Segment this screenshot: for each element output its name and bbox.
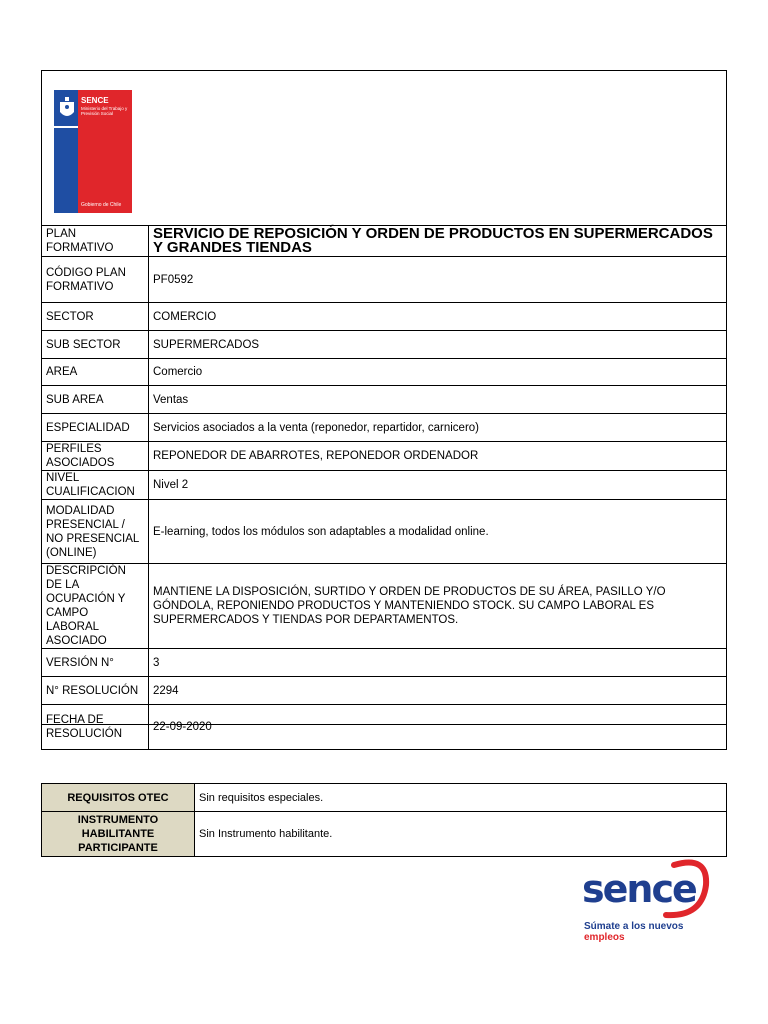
row-label: SUB AREA	[42, 386, 149, 414]
row-label: FECHA DE RESOLUCIÓN	[42, 705, 149, 750]
row-value: SUPERMERCADOS	[149, 331, 727, 359]
table-row	[42, 500, 727, 564]
row-label: CÓDIGO PLAN FORMATIVO	[42, 257, 149, 303]
coat-of-arms-icon	[57, 96, 77, 122]
table-row	[42, 331, 727, 359]
table-row	[42, 649, 727, 677]
plan-info-table	[41, 225, 727, 750]
row-label: PLAN FORMATIVO	[42, 226, 149, 257]
table-row	[42, 257, 727, 303]
row-label: SUB SECTOR	[42, 331, 149, 359]
row-label: AREA	[42, 359, 149, 386]
table-row	[42, 226, 727, 257]
row-label: VERSIÓN N°	[42, 649, 149, 677]
sence-brand-logo	[578, 855, 713, 943]
row-label: SECTOR	[42, 303, 149, 331]
row-label: DESCRIPCIÓN DE LA OCUPACIÓN Y CAMPO LABORAL ASOCIADO	[42, 564, 149, 649]
row-value: 22-09-2020	[149, 705, 727, 750]
row-value: REPONEDOR DE ABARROTES, REPONEDOR ORDENADOR	[149, 442, 727, 471]
table-row	[42, 677, 727, 705]
table-row	[42, 442, 727, 471]
row-value: 3	[149, 649, 727, 677]
row-value: Servicios asociados a la venta (reponedor, repartidor, carnicero)	[149, 414, 727, 442]
row-label: N° RESOLUCIÓN	[42, 677, 149, 705]
table-row	[42, 471, 727, 500]
row-label: MODALIDAD PRESENCIAL / NO PRESENCIAL (ONLINE)	[42, 500, 149, 564]
table-row	[42, 414, 727, 442]
row-value: Comercio	[149, 359, 727, 386]
requirements-table	[41, 783, 727, 857]
table-row	[42, 303, 727, 331]
row-value: COMERCIO	[149, 303, 727, 331]
table-row	[42, 359, 727, 386]
logo-sence-text: SENCE	[81, 96, 109, 105]
table-row	[42, 705, 727, 750]
table-row	[42, 386, 727, 414]
row-value: MANTIENE LA DISPOSICIÓN, SURTIDO Y ORDEN DE PRODUCTOS DE SU ÁREA, PASILLO Y/O GÓNDOLA, REPONIENDO PRODUCTOS Y MANTENIENDO STOCK. SU CAMPO LABORAL ES SUPERMERCADOS Y TIENDAS POR DEPARTAMENTOS.	[149, 564, 727, 649]
row-value: PF0592	[149, 257, 727, 303]
requirement-value: Sin Instrumento habilitante.	[195, 812, 727, 857]
row-label: ESPECIALIDAD	[42, 414, 149, 442]
requirement-label: REQUISITOS OTEC	[42, 784, 195, 812]
sence-government-logo	[54, 90, 132, 213]
table-row	[42, 564, 727, 649]
brand-tagline: Súmate a los nuevos empleos	[584, 921, 684, 943]
row-label: PERFILES ASOCIADOS	[42, 442, 149, 471]
row-value: SERVICIO DE REPOSICIÓN Y ORDEN DE PRODUCTOS EN SUPERMERCADOS Y GRANDES TIENDAS	[149, 226, 727, 257]
requirement-label: INSTRUMENTO HABILITANTE PARTICIPANTE	[42, 812, 195, 857]
logo-ministry-text: Ministerio del Trabajo y Previsión Social	[81, 106, 128, 116]
table-row	[42, 812, 727, 857]
row-value: Nivel 2	[149, 471, 727, 500]
requirement-value: Sin requisitos especiales.	[195, 784, 727, 812]
row-value: Ventas	[149, 386, 727, 414]
brand-word: sence	[582, 867, 696, 911]
row-value: 2294	[149, 677, 727, 705]
table-row	[42, 784, 727, 812]
row-label: NIVEL CUALIFICACION	[42, 471, 149, 500]
row-value: E-learning, todos los módulos son adaptables a modalidad online.	[149, 500, 727, 564]
logo-government-text: Gobierno de Chile	[81, 202, 122, 208]
